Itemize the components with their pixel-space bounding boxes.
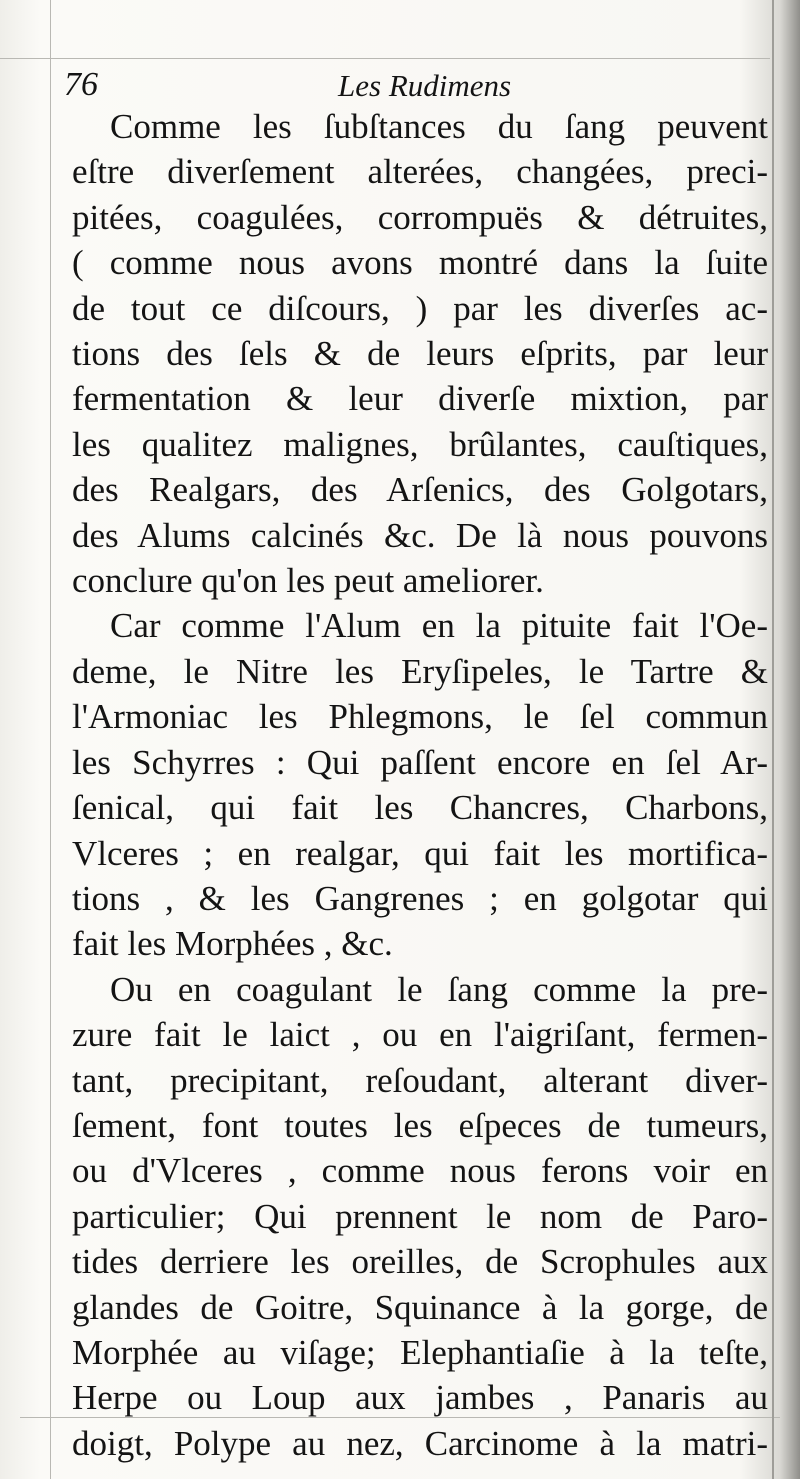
text-line: Car comme l'Alum en la pituite fait l'Oe- [110, 606, 768, 646]
text-line: Ou en coagulant le ſang comme la pre- [110, 969, 768, 1009]
text-line: tant, precipitant, reſoudant, alterant diver- [72, 1060, 768, 1100]
text-line: ou d'Vlceres , comme nous ferons voir en [72, 1151, 768, 1191]
left-margin-rule [50, 0, 51, 1479]
paragraph-1 [72, 104, 768, 603]
running-title: Les Rudimens [338, 68, 512, 103]
right-page-edge [772, 0, 774, 1479]
text-line: des Realgars, des Arſenics, des Golgotars, [72, 470, 768, 510]
text-line: les qualitez malignes, brûlantes, cauſtiques, [72, 424, 768, 464]
text-line: zure fait le laict , ou en l'aigriſant, fermen- [72, 1015, 768, 1055]
text-line: ſenical, qui fait les Chancres, Charbons, [72, 788, 768, 828]
top-fold-line [0, 58, 770, 59]
page-header [64, 66, 764, 106]
paragraph-3 [72, 967, 768, 1466]
text-line: particulier; Qui prennent le nom de Paro- [72, 1196, 768, 1236]
text-line: l'Armoniac les Phlegmons, le ſel commun [72, 697, 768, 737]
text-line: fait les Morphées , &c. [72, 924, 393, 964]
text-line: des Alums calcinés &c. De là nous pouvons [72, 515, 768, 555]
text-line: Morphée au viſage; Elephantiaſie à la teſte, [72, 1332, 768, 1372]
text-line: Comme les ſubſtances du ſang peuvent [110, 107, 768, 146]
text-line: ſement, font toutes les eſpeces de tumeurs, [72, 1105, 768, 1145]
text-line: ( comme nous avons montré dans la ſuite [72, 243, 768, 283]
paragraph-2 [72, 603, 768, 966]
text-line: conclure qu'on les peut ameliorer. [72, 561, 544, 601]
text-line: de tout ce diſcours, ) par les diverſes ac- [72, 288, 768, 328]
text-line: Vlceres ; en realgar, qui fait les mortifica- [72, 833, 768, 873]
text-line: pitées, coagulées, corrompuës & détruites, [72, 197, 768, 237]
text-line: eſtre diverſement alterées, changées, preci- [72, 152, 768, 192]
text-line: tions , & les Gangrenes ; en golgotar qui [72, 878, 768, 918]
text-line: Herpe ou Loup aux jambes , Panaris au [72, 1378, 768, 1418]
text-line: tions des ſels & de leurs eſprits, par leur [72, 334, 768, 374]
text-line: doigt, Polype au nez, Carcinome à la matri- [72, 1423, 768, 1463]
text-line: glandes de Goitre, Squinance à la gorge, de [72, 1287, 768, 1327]
text-line: les Schyrres : Qui paſſent encore en ſel Ar- [72, 742, 768, 782]
body-text [72, 104, 768, 1466]
text-line: tides derriere les oreilles, de Scrophules aux [72, 1242, 768, 1282]
text-line: deme, le Nitre les Eryſipeles, le Tartre & [72, 651, 768, 691]
page-number: 76 [64, 66, 98, 103]
text-line: fermentation & leur diverſe mixtion, par [72, 379, 768, 419]
